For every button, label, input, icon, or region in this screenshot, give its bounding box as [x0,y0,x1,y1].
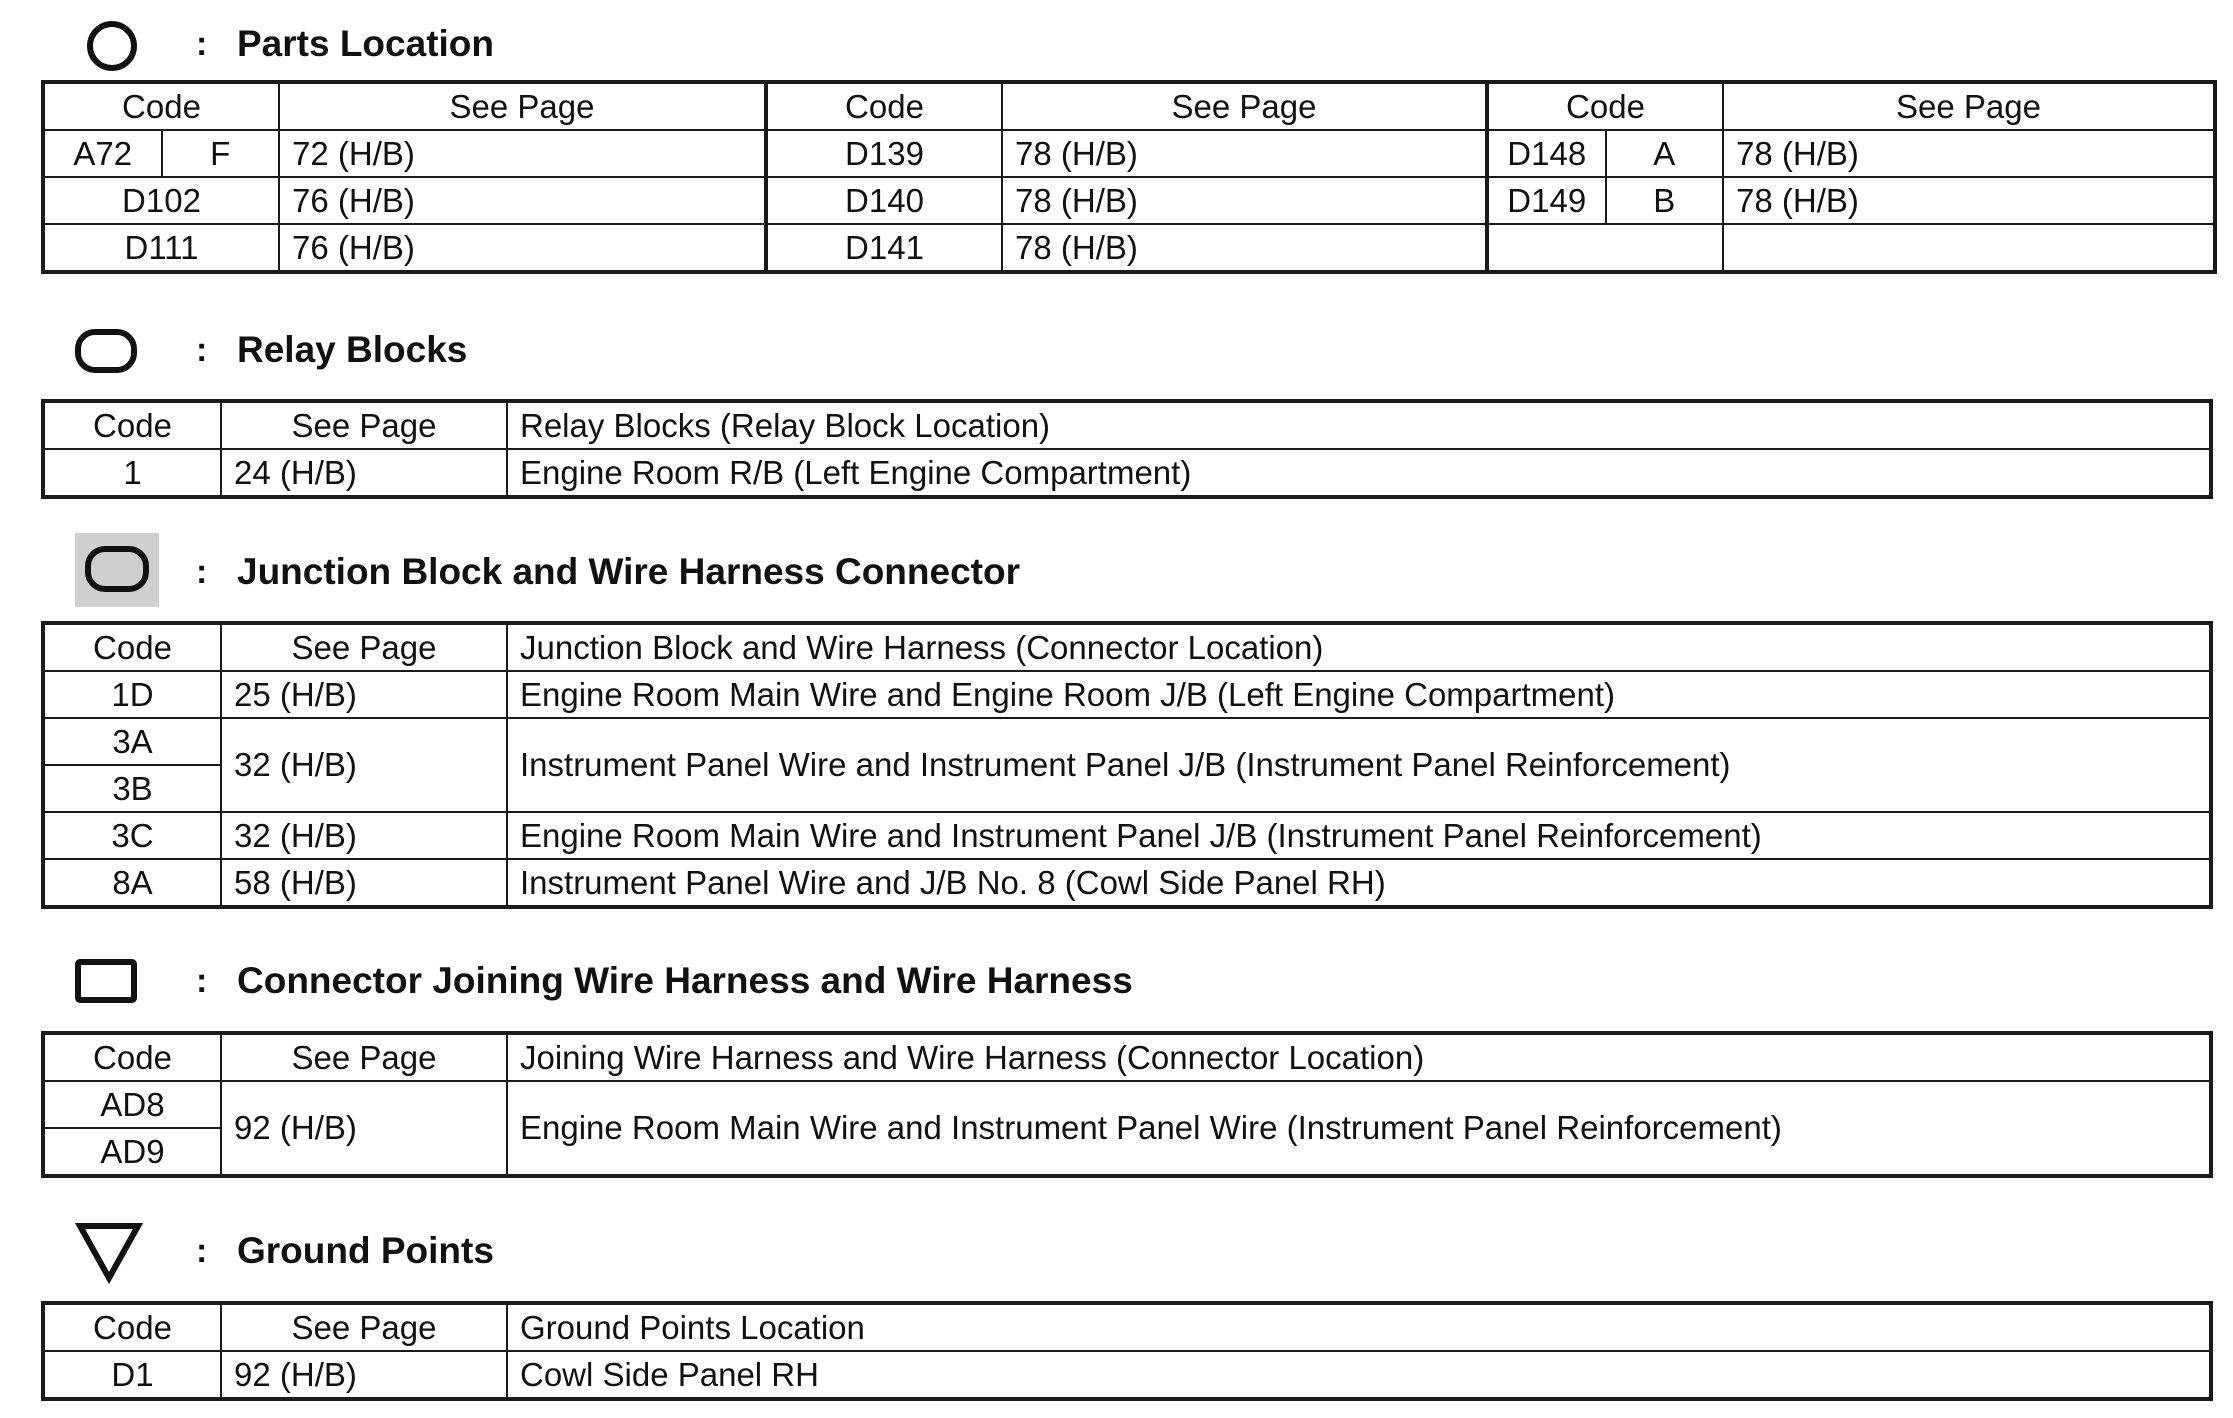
colon: : [196,1232,208,1270]
page-cell: 92 (H/B) [221,1081,507,1176]
header-see-page: See Page [279,82,766,130]
code-cell: 3C [43,812,221,859]
header-description: Ground Points Location [507,1303,2211,1351]
table-row [43,718,2211,765]
page-cell: 76 (H/B) [279,224,766,272]
description-cell: Engine Room R/B (Left Engine Compartment) [507,449,2211,497]
table-row [43,1351,2211,1399]
page-cell: 92 (H/B) [221,1351,507,1399]
parts-location-table [41,80,2217,274]
header-see-page: See Page [221,401,507,449]
page-cell: 32 (H/B) [221,812,507,859]
empty-cell [1487,224,1723,272]
empty-cell [1723,224,2215,272]
page-cell: 58 (H/B) [221,859,507,907]
header-description: Relay Blocks (Relay Block Location) [507,401,2211,449]
code: D149 [1507,181,1587,219]
code-cell: 3A [43,718,221,765]
page-cell: 78 (H/B) [1002,177,1487,224]
code-cell: 1 [43,449,221,497]
shaded-rounded-rectangle-icon [75,533,159,607]
page-cell: 78 (H/B) [1723,177,2215,224]
page-cell: 72 (H/B) [279,130,766,177]
header-description: Junction Block and Wire Harness (Connector Location) [507,623,2211,671]
code-cell [1487,130,1723,177]
code-cell [43,130,279,177]
header-see-page: See Page [221,623,507,671]
table-row [43,812,2211,859]
header-code: Code [43,623,221,671]
code: D148 [1507,134,1587,172]
colon: : [196,331,208,369]
code-sub: A [1605,131,1723,176]
rounded-rectangle-icon [74,327,140,377]
header-see-page: See Page [221,1033,507,1081]
section-title-relay-blocks: Relay Blocks [237,329,468,370]
header-code: Code [766,82,1002,130]
page-cell: 78 (H/B) [1002,130,1487,177]
header-code: Code [1487,82,1723,130]
table-header-row [43,401,2211,449]
code-cell: D140 [766,177,1002,224]
page-cell: 78 (H/B) [1723,130,2215,177]
code-cell: D111 [43,224,279,272]
table-row [43,671,2211,718]
colon: : [196,553,208,591]
page-cell: 78 (H/B) [1002,224,1487,272]
code-cell: AD8 [43,1081,221,1128]
description-cell: Engine Room Main Wire and Instrument Panel J/B (Instrument Panel Reinforcement) [507,812,2211,859]
relay-blocks-table [41,399,2213,499]
page-cell: 25 (H/B) [221,671,507,718]
code-sub: B [1605,178,1723,223]
code-cell: D102 [43,177,279,224]
table-row [43,449,2211,497]
description-cell: Instrument Panel Wire and J/B No. 8 (Cowl Side Panel RH) [507,859,2211,907]
circle-icon [84,18,140,74]
code-cell: AD9 [43,1128,221,1176]
rectangle-icon [74,957,140,1007]
code-cell: D1 [43,1351,221,1399]
section-title-connector-joining: Connector Joining Wire Harness and Wire Harness [237,960,1133,1001]
header-see-page: See Page [1723,82,2215,130]
section-title-junction-block: Junction Block and Wire Harness Connector [237,551,1020,592]
section-title-ground-points: Ground Points [237,1230,494,1271]
code-cell: 8A [43,859,221,907]
colon: : [196,25,208,63]
code-cell: D141 [766,224,1002,272]
header-code: Code [43,1033,221,1081]
ground-points-table [41,1301,2213,1401]
table-row [43,1081,2211,1128]
table-row [43,859,2211,907]
header-description: Joining Wire Harness and Wire Harness (Connector Location) [507,1033,2211,1081]
table-header-row [43,1303,2211,1351]
header-see-page: See Page [221,1303,507,1351]
code-cell [1487,177,1723,224]
triangle-down-icon [74,1220,144,1284]
page-cell: 32 (H/B) [221,718,507,812]
description-cell: Instrument Panel Wire and Instrument Panel J/B (Instrument Panel Reinforcement) [507,718,2211,812]
page-cell: 24 (H/B) [221,449,507,497]
table-row [43,130,2215,177]
header-see-page: See Page [1002,82,1487,130]
code-cell: D139 [766,130,1002,177]
table-header-row [43,82,2215,130]
table-header-row [43,1033,2211,1081]
connector-joining-table [41,1031,2213,1178]
description-cell: Cowl Side Panel RH [507,1351,2211,1399]
page-cell: 76 (H/B) [279,177,766,224]
header-code: Code [43,1303,221,1351]
description-cell: Engine Room Main Wire and Engine Room J/B (Left Engine Compartment) [507,671,2211,718]
table-header-row [43,623,2211,671]
colon: : [196,962,208,1000]
junction-block-table [41,621,2213,909]
code: A72 [73,134,133,172]
table-row [43,177,2215,224]
table-row [43,224,2215,272]
code-cell: 3B [43,765,221,812]
description-cell: Engine Room Main Wire and Instrument Panel Wire (Instrument Panel Reinforcement) [507,1081,2211,1176]
code-sub: F [161,131,279,176]
header-code: Code [43,82,279,130]
section-title-parts-location: Parts Location [237,23,494,64]
header-code: Code [43,401,221,449]
code-cell: 1D [43,671,221,718]
